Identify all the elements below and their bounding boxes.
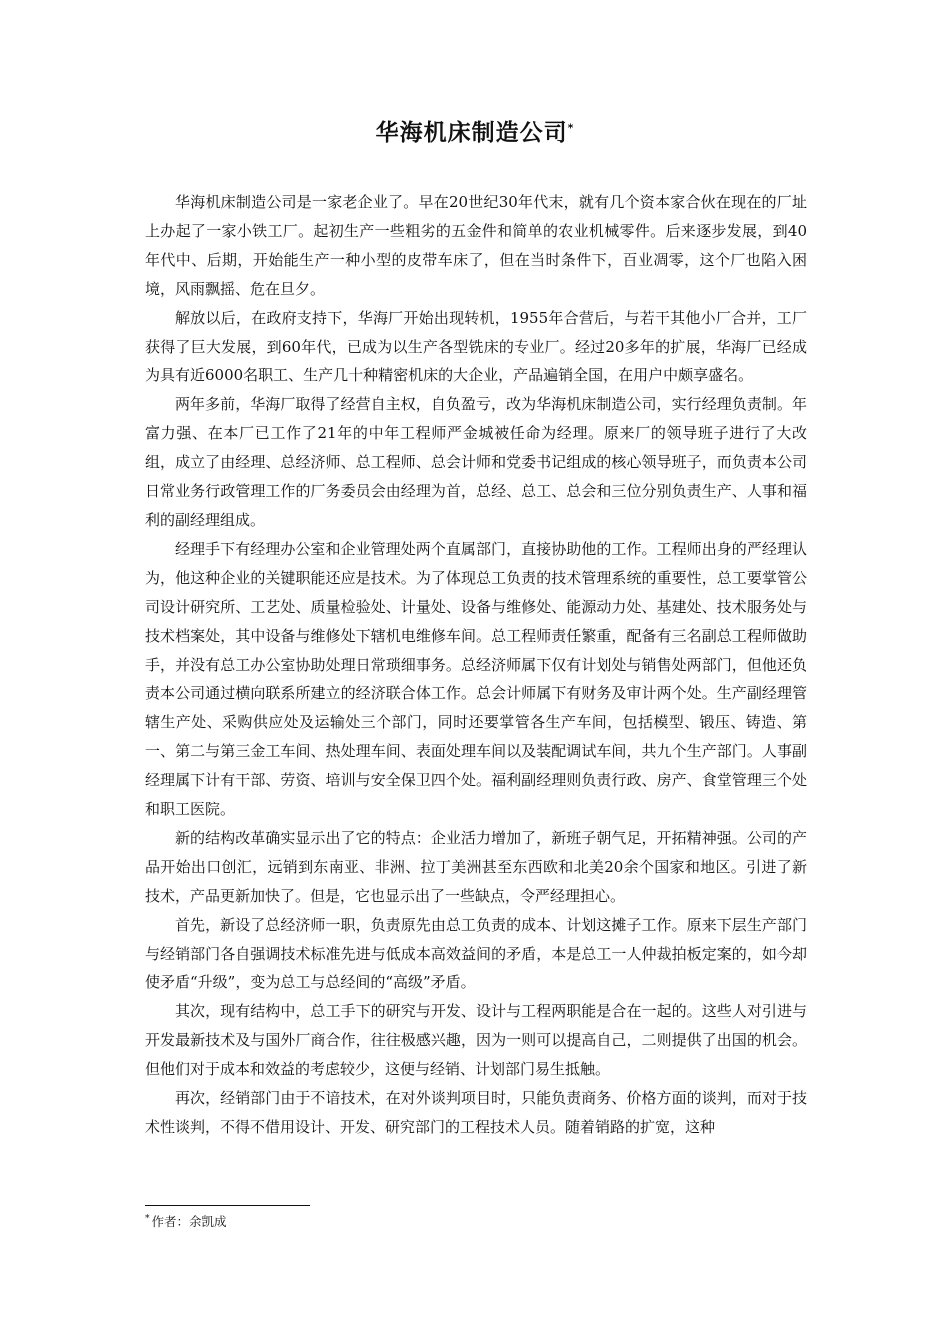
paragraph: 首先，新设了总经济师一职，负责原先由总工负责的成本、计划这摊子工作。原来下层生产部门与经销部门各自强调技术标准先进与低成本高效益间的矛盾，本是总工一人仲裁拍板定案的，如今却使矛盾“升级”，变为总工与总经间的“高级”矛盾。: [145, 915, 807, 992]
body-text: [145, 188, 807, 1142]
paragraph: 再次，经销部门由于不谙技术，在对外谈判项目时，只能负责商务、价格方面的谈判，而对于技术性谈判，不得不借用设计、开发、研究部门的工程技术人员。随着销路的扩宽，这种: [145, 1089, 807, 1136]
paragraph: 华海机床制造公司是一家老企业了。早在20世纪30年代末，就有几个资本家合伙在现在的厂址上办起了一家小铁工厂。起初生产一些粗劣的五金件和简单的农业机械零件。后来逐步发展，到40年代中、后期，开始能生产一种小型的皮带车床了，但在当时条件下，百业凋零，这个厂也陷入困境，风雨飘摇、危在旦夕。: [145, 193, 807, 298]
title-footnote-marker: *: [567, 121, 575, 135]
paragraph: 解放以后，在政府支持下，华海厂开始出现转机，1955年合营后，与若干其他小厂合并，工厂获得了巨大发展，到60年代，已成为以生产各型铣床的专业厂。经过20多年的扩展，华海厂已经成为具有近6000名职工、生产几十种精密机床的大企业，产品遍销全国，在用户中颇享盛名。: [145, 308, 807, 385]
page-title-text: 华海机床制造公司: [375, 120, 568, 146]
footnote: [145, 1212, 227, 1230]
footnote-marker: *: [145, 1213, 150, 1224]
footnote-text: 作者：余凯成: [151, 1214, 227, 1229]
footnote-divider: [145, 1205, 310, 1206]
paragraph: 新的结构改革确实显示出了它的特点：企业活力增加了，新班子朝气足，开拓精神强。公司的产品开始出口创汇，远销到东南亚、非洲、拉丁美洲甚至东西欧和北美20余个国家和地区。引进了新技术，产品更新加快了。但是，它也显示出了一些缺点，令严经理担心。: [145, 828, 807, 905]
page-title: [0, 114, 950, 147]
paragraph: 其次，现有结构中，总工手下的研究与开发、设计与工程两职能是合在一起的。这些人对引进与开发最新技术及与国外厂商合作，往往极感兴趣，因为一则可以提高自己，二则提供了出国的机会。但他们对于成本和效益的考虑较少，这便与经销、计划部门易生抵触。: [145, 1002, 807, 1079]
paragraph: 两年多前，华海厂取得了经营自主权，自负盈亏，改为华海机床制造公司，实行经理负责制。年富力强、在本厂已工作了21年的中年工程师严金城被任命为经理。原来厂的领导班子进行了大改组，成立了由经理、总经济师、总工程师、总会计师和党委书记组成的核心领导班子，而负责本公司日常业务行政管理工作的厂务委员会由经理为首，总经、总工、总会和三位分别负责生产、人事和福利的副经理组成。: [145, 395, 807, 529]
paragraph: 经理手下有经理办公室和企业管理处两个直属部门，直接协助他的工作。工程师出身的严经理认为，他这种企业的关键职能还应是技术。为了体现总工负责的技术管理系统的重要性，总工要掌管公司设计研究所、工艺处、质量检验处、计量处、设备与维修处、能源动力处、基建处、技术服务处与技术档案处，其中设备与维修处下辖机电维修车间。总工程师责任繁重，配备有三名副总工程师做助手，并没有总工办公室协助处理日常琐细事务。总经济师属下仅有计划处与销售处两部门，但他还负责本公司通过横向联系所建立的经济联合体工作。总会计师属下有财务及审计两个处。生产副经理管辖生产处、采购供应处及运输处三个部门，同时还要掌管各生产车间，包括模型、锻压、铸造、第一、第二与第三金工车间、热处理车间、表面处理车间以及装配调试车间，共九个生产部门。人事副经理属下计有干部、劳资、培训与安全保卫四个处。福利副经理则负责行政、房产、食堂管理三个处和职工医院。: [145, 539, 807, 819]
